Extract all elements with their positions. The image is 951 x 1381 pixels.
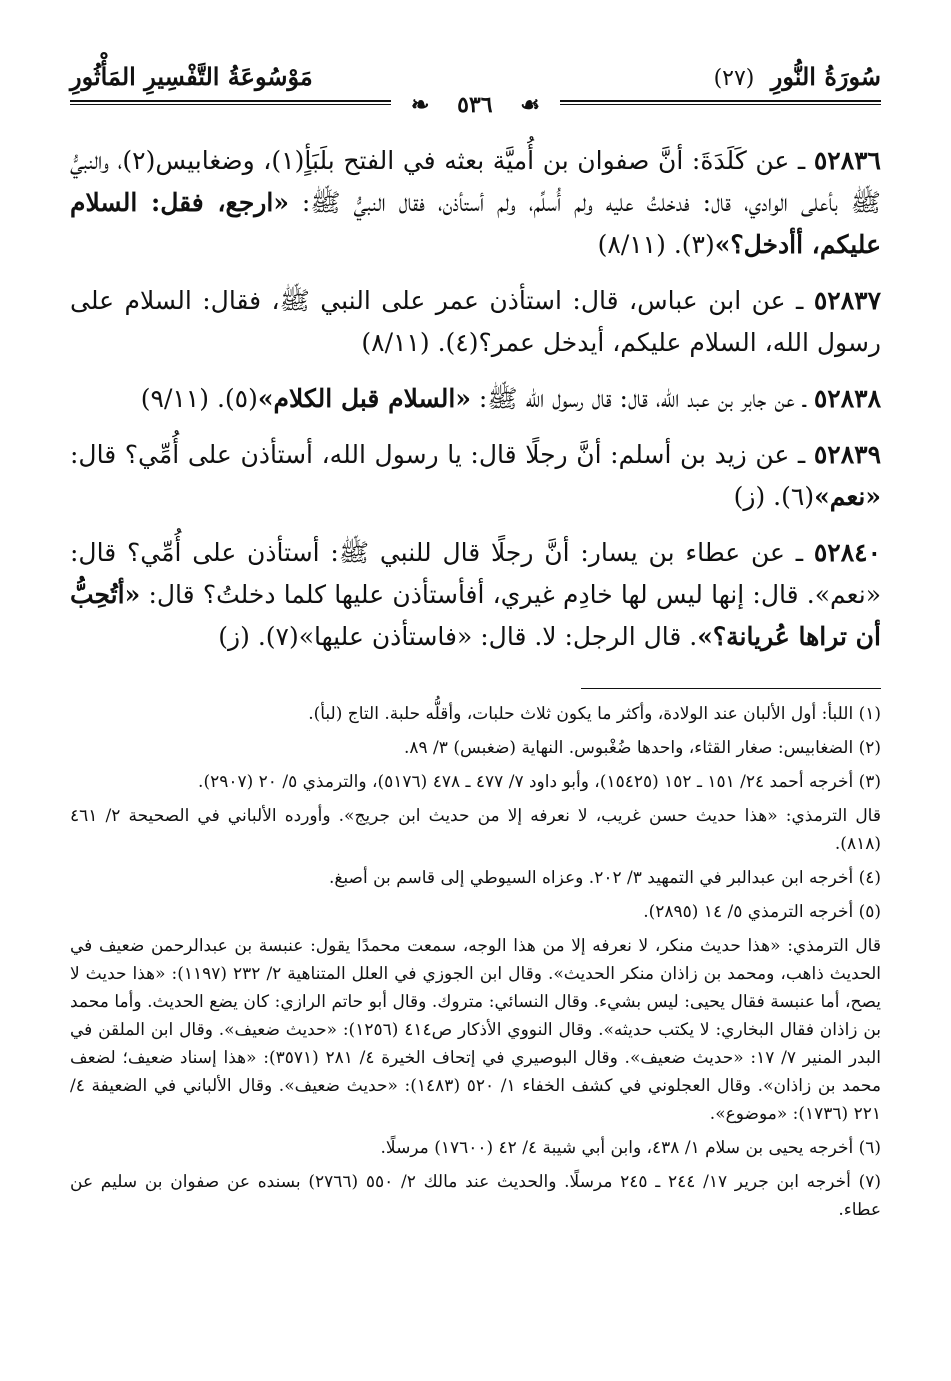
entry-ref: (٩/١١) — [140, 384, 209, 413]
footnote-separator — [581, 688, 881, 689]
entry-number: ٥٢٨٣٨ — [813, 384, 881, 413]
hadith-entry — [70, 280, 881, 364]
footnote: (٥) أخرجه الترمذي ٥/ ١٤ (٢٨٩٥). — [643, 902, 881, 922]
footnote: (٦) أخرجه يحيى بن سلام ١/ ٤٣٨، وابن أبي شيبة ٤/ ٤٢ (١٧٦٠٠) مرسلًا. — [380, 1138, 881, 1158]
entry-quote: «أتُحِبُّ أن تراها عُريانة؟» — [70, 580, 881, 651]
footnote-commentary: قال الترمذي: «هذا حديث حسن غريب، لا نعرفه إلا من حديث ابن جريج». وأورده الألباني في الصحيحة ٢/ ٤٦١ (٨١٨). — [70, 806, 881, 854]
entry-number: ٥٢٨٣٩ — [813, 440, 881, 469]
ornament-icon: ☙ — [510, 92, 550, 118]
entry-text: ـ عن جابر بن عبد الله، قال: قال رسول الله ﷺ: — [470, 384, 814, 413]
entry-ref: (ز) — [733, 482, 766, 511]
entry-text: ـ عن ابن عباس، قال: استأذن عمر على النبي ﷺ، فقال: السلام على رسول الله، السلام عليكم، أيدخل عمر؟(٤). — [70, 286, 881, 357]
surah-title-text: سُورَةُ النُّورِ — [770, 62, 881, 91]
entry-text: ـ عن عطاء بن يسار: أنَّ رجلًا قال للنبي ﷺ: أستأذن على أُمِّي؟ قال: «نعم». قال: إنها ليس لها خادِم غيري، أفأستأذن عليها كلما دخلتُ؟ قال: — [70, 538, 881, 609]
entry-number: ٥٢٨٤٠ — [813, 538, 881, 567]
entry-ref: (٨/١١) — [597, 230, 666, 259]
page-number-box — [0, 92, 951, 118]
footnote: (٤) أخرجه ابن عبدالبر في التمهيد ٣/ ٢٠٢. وعزاه السيوطي إلى قاسم بن أصبغ. — [328, 868, 881, 888]
footnotes — [70, 700, 881, 1230]
entry-text: ـ عن زيد بن أسلم: أنَّ رجلًا قال: يا رسول الله، أستأذن على أُمِّي؟ قال: — [70, 440, 814, 469]
footnote: (٢) الضغابيس: صغار القثاء، واحدها ضُغْبوس. النهاية (ضغبس) ٣/ ٨٩. — [403, 738, 881, 758]
entry-quote: «ارجع، فقل: السلام عليكم، أأدخل؟» — [70, 188, 881, 259]
entry-number: ٥٢٨٣٦ — [813, 146, 881, 175]
footnote: (٣) أخرجه أحمد ٢٤/ ١٥١ ـ ١٥٢ (١٥٤٢٥)، وأبو داود ٧/ ٤٧٧ ـ ٤٧٨ (٥١٧٦)، والترمذي ٥/ ٢٠ (٢٩٠٧). — [198, 772, 881, 792]
ornament-icon: ❧ — [401, 92, 439, 118]
surah-title — [714, 62, 881, 91]
footnote: (١) اللبأ: أول الألبان عند الولادة، وأكثر ما يكون ثلاث حلبات، وأقلُّه حلبة. التاج (لبأ). — [308, 704, 881, 724]
entry-quote: «نعم» — [814, 482, 881, 511]
entry-text: ـ عن كَلَدَةَ: أنَّ صفوان بن أُميَّة بعثه في الفتح بلَبَأٍ(١)، وضغابيس(٢)، والنبيُّ ﷺ بأعلى الوادي، قال: فدخلتُ عليه ولم أُسلِّم، ولم أستأذن، فقال النبيُّ ﷺ: — [70, 146, 881, 217]
hadith-entry — [70, 532, 881, 658]
book-title: مَوْسُوعَةُ التَّفْسِيرِ المَأْثُورِ — [70, 62, 313, 91]
verse-ref: (٢٧) — [713, 66, 755, 91]
entry-after: . قال الرجل: لا. قال: «فاستأذن عليها»(٧). — [257, 622, 698, 651]
entry-ref: (ز) — [218, 622, 250, 651]
entry-quote: «السلام قبل الكلام» — [257, 384, 471, 413]
entry-ref: (٨/١١) — [361, 328, 430, 357]
entry-after: (٦). — [773, 482, 815, 511]
main-text — [70, 140, 881, 672]
entry-number: ٥٢٨٣٧ — [813, 286, 881, 315]
hadith-entry — [70, 378, 881, 420]
hadith-entry — [70, 140, 881, 266]
entry-after: (٥). — [216, 384, 258, 413]
page-number: ٥٣٦ — [447, 92, 502, 118]
entry-after: (٣). — [673, 230, 715, 259]
footnote-commentary: قال الترمذي: «هذا حديث منكر، لا نعرفه إلا من هذا الوجه، سمعت محمدًا يقول: عنبسة بن عبدالرحمن ضعيف في الحديث ذاهب، ومحمد بن زاذان منكر الحديث». وقال ابن الجوزي في العلل المتناهية ٢/ ٢٣٢ (١١٩٧): «هذا حديث لا يصح، أما عنبسة فقال يحيى: ليس بشيء. وقال النسائي: متروك. وقال أبو حاتم الرازي: كان يضع الحديث. وأما محمد بن زاذان فقال البخاري: لا يكتب حديثه». وقال النووي الأذكار ص٤١٤ (١٢٥٦): «حديث ضعيف». وقال ابن الملقن في البدر المنير ٧/ ١٧: «حديث ضعيف». وقال البوصيري في إتحاف الخيرة ٤/ ٢٨١ (٣٥٧١): «هذا إسناد ضعيف؛ لضعف محمد بن زاذان». وقال العجلوني في كشف الخفاء ١/ ٥٢٠ (١٤٨٣): «حديث ضعيف». وقال الألباني في الضعيفة ٤/ ٢٢١ (١٧٣٦): «موضوع». — [70, 936, 881, 1124]
footnote: (٧) أخرجه ابن جرير ١٧/ ٢٤٤ ـ ٢٤٥ مرسلًا. والحديث عند مالك ٢/ ٥٥٠ (٢٧٦٦) بسنده عن صفوان بن سليم عن عطاء. — [70, 1172, 881, 1220]
hadith-entry — [70, 434, 881, 518]
